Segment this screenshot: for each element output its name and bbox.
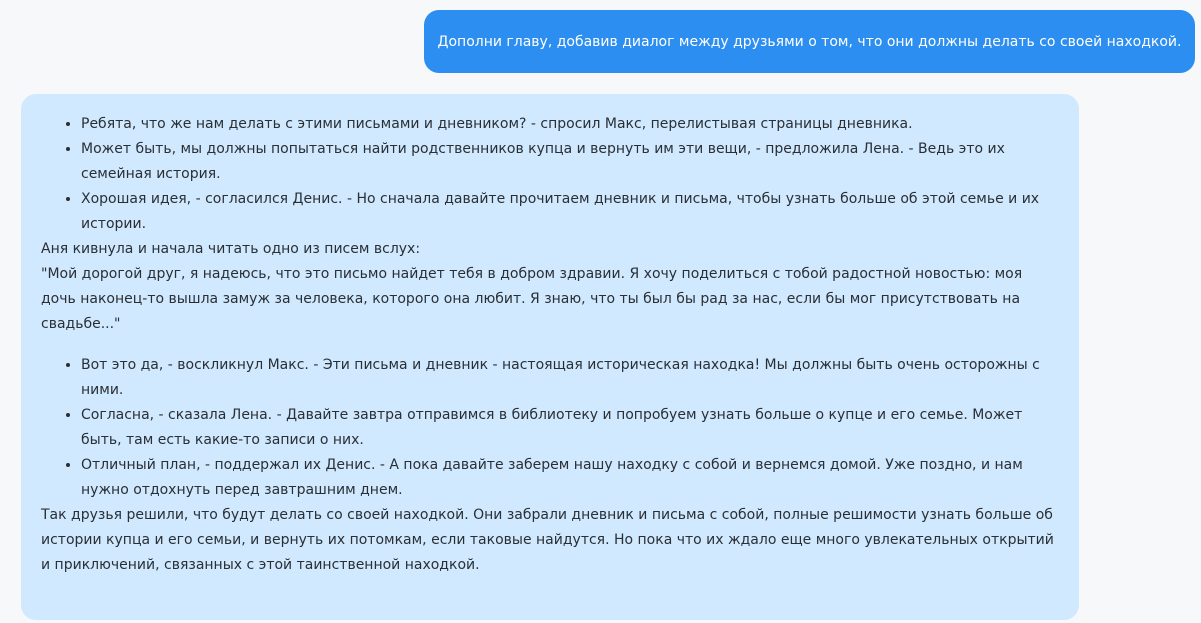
list-item: • Может быть, мы должны попытаться найти родственников купца и вернуть им эти вещи, - предложила Лена. - Ведь это их семейная история. xyxy=(81,137,1059,187)
user-message-bubble xyxy=(424,10,1195,73)
paragraph: Так друзья решили, что будут делать со своей находкой. Они забрали дневник и письма с собой, полные решимости узнать больше об истории купца и его семьи, и вернуть их потомкам, если таковые найдутся. Но пока что их ждало еще много увлекательных открытий и приключений, связанных с этой таинственной находкой. xyxy=(41,507,1054,573)
paragraph: Аня кивнула и начала читать одно из писем вслух: xyxy=(41,241,421,257)
list-item: • Отличный план, - поддержал их Денис. - А пока давайте заберем нашу находку с собой и вернемся домой. Уже поздно, и нам нужно отдохнуть перед завтрашним днем. xyxy=(81,453,1059,503)
list-item: • Ребята, что же нам делать с этими письмами и дневником? - спросил Макс, перелистывая страницы дневника. xyxy=(81,112,1059,137)
dialogue-list-1 xyxy=(41,112,1059,237)
user-message-text: Дополни главу, добавив диалог между друзьями о том, что они должны делать со своей находкой. xyxy=(437,33,1182,50)
dialogue-list-2 xyxy=(41,353,1059,503)
list-item: • Вот это да, - воскликнул Макс. - Эти письма и дневник - настоящая историческая находка! Мы должны быть очень осторожны с ними. xyxy=(81,353,1059,403)
assistant-message-bubble xyxy=(21,94,1079,620)
letter-quote: "Мой дорогой друг, я надеюсь, что это письмо найдет тебя в добром здравии. Я хочу поделиться с тобой радостной новостью: моя дочь наконец-то вышла замуж за человека, которого она любит. Я знаю, что ты был бы рад за нас, если бы мог присутствовать на свадьбе..." xyxy=(41,266,1023,332)
list-item: • Согласна, - сказала Лена. - Давайте завтра отправимся в библиотеку и попробуем узнать больше о купце и его семье. Может быть, там есть какие-то записи о них. xyxy=(81,403,1059,453)
list-item: • Хорошая идея, - согласился Денис. - Но сначала давайте прочитаем дневник и письма, чтобы узнать больше об этой семье и их истории. xyxy=(81,187,1059,237)
